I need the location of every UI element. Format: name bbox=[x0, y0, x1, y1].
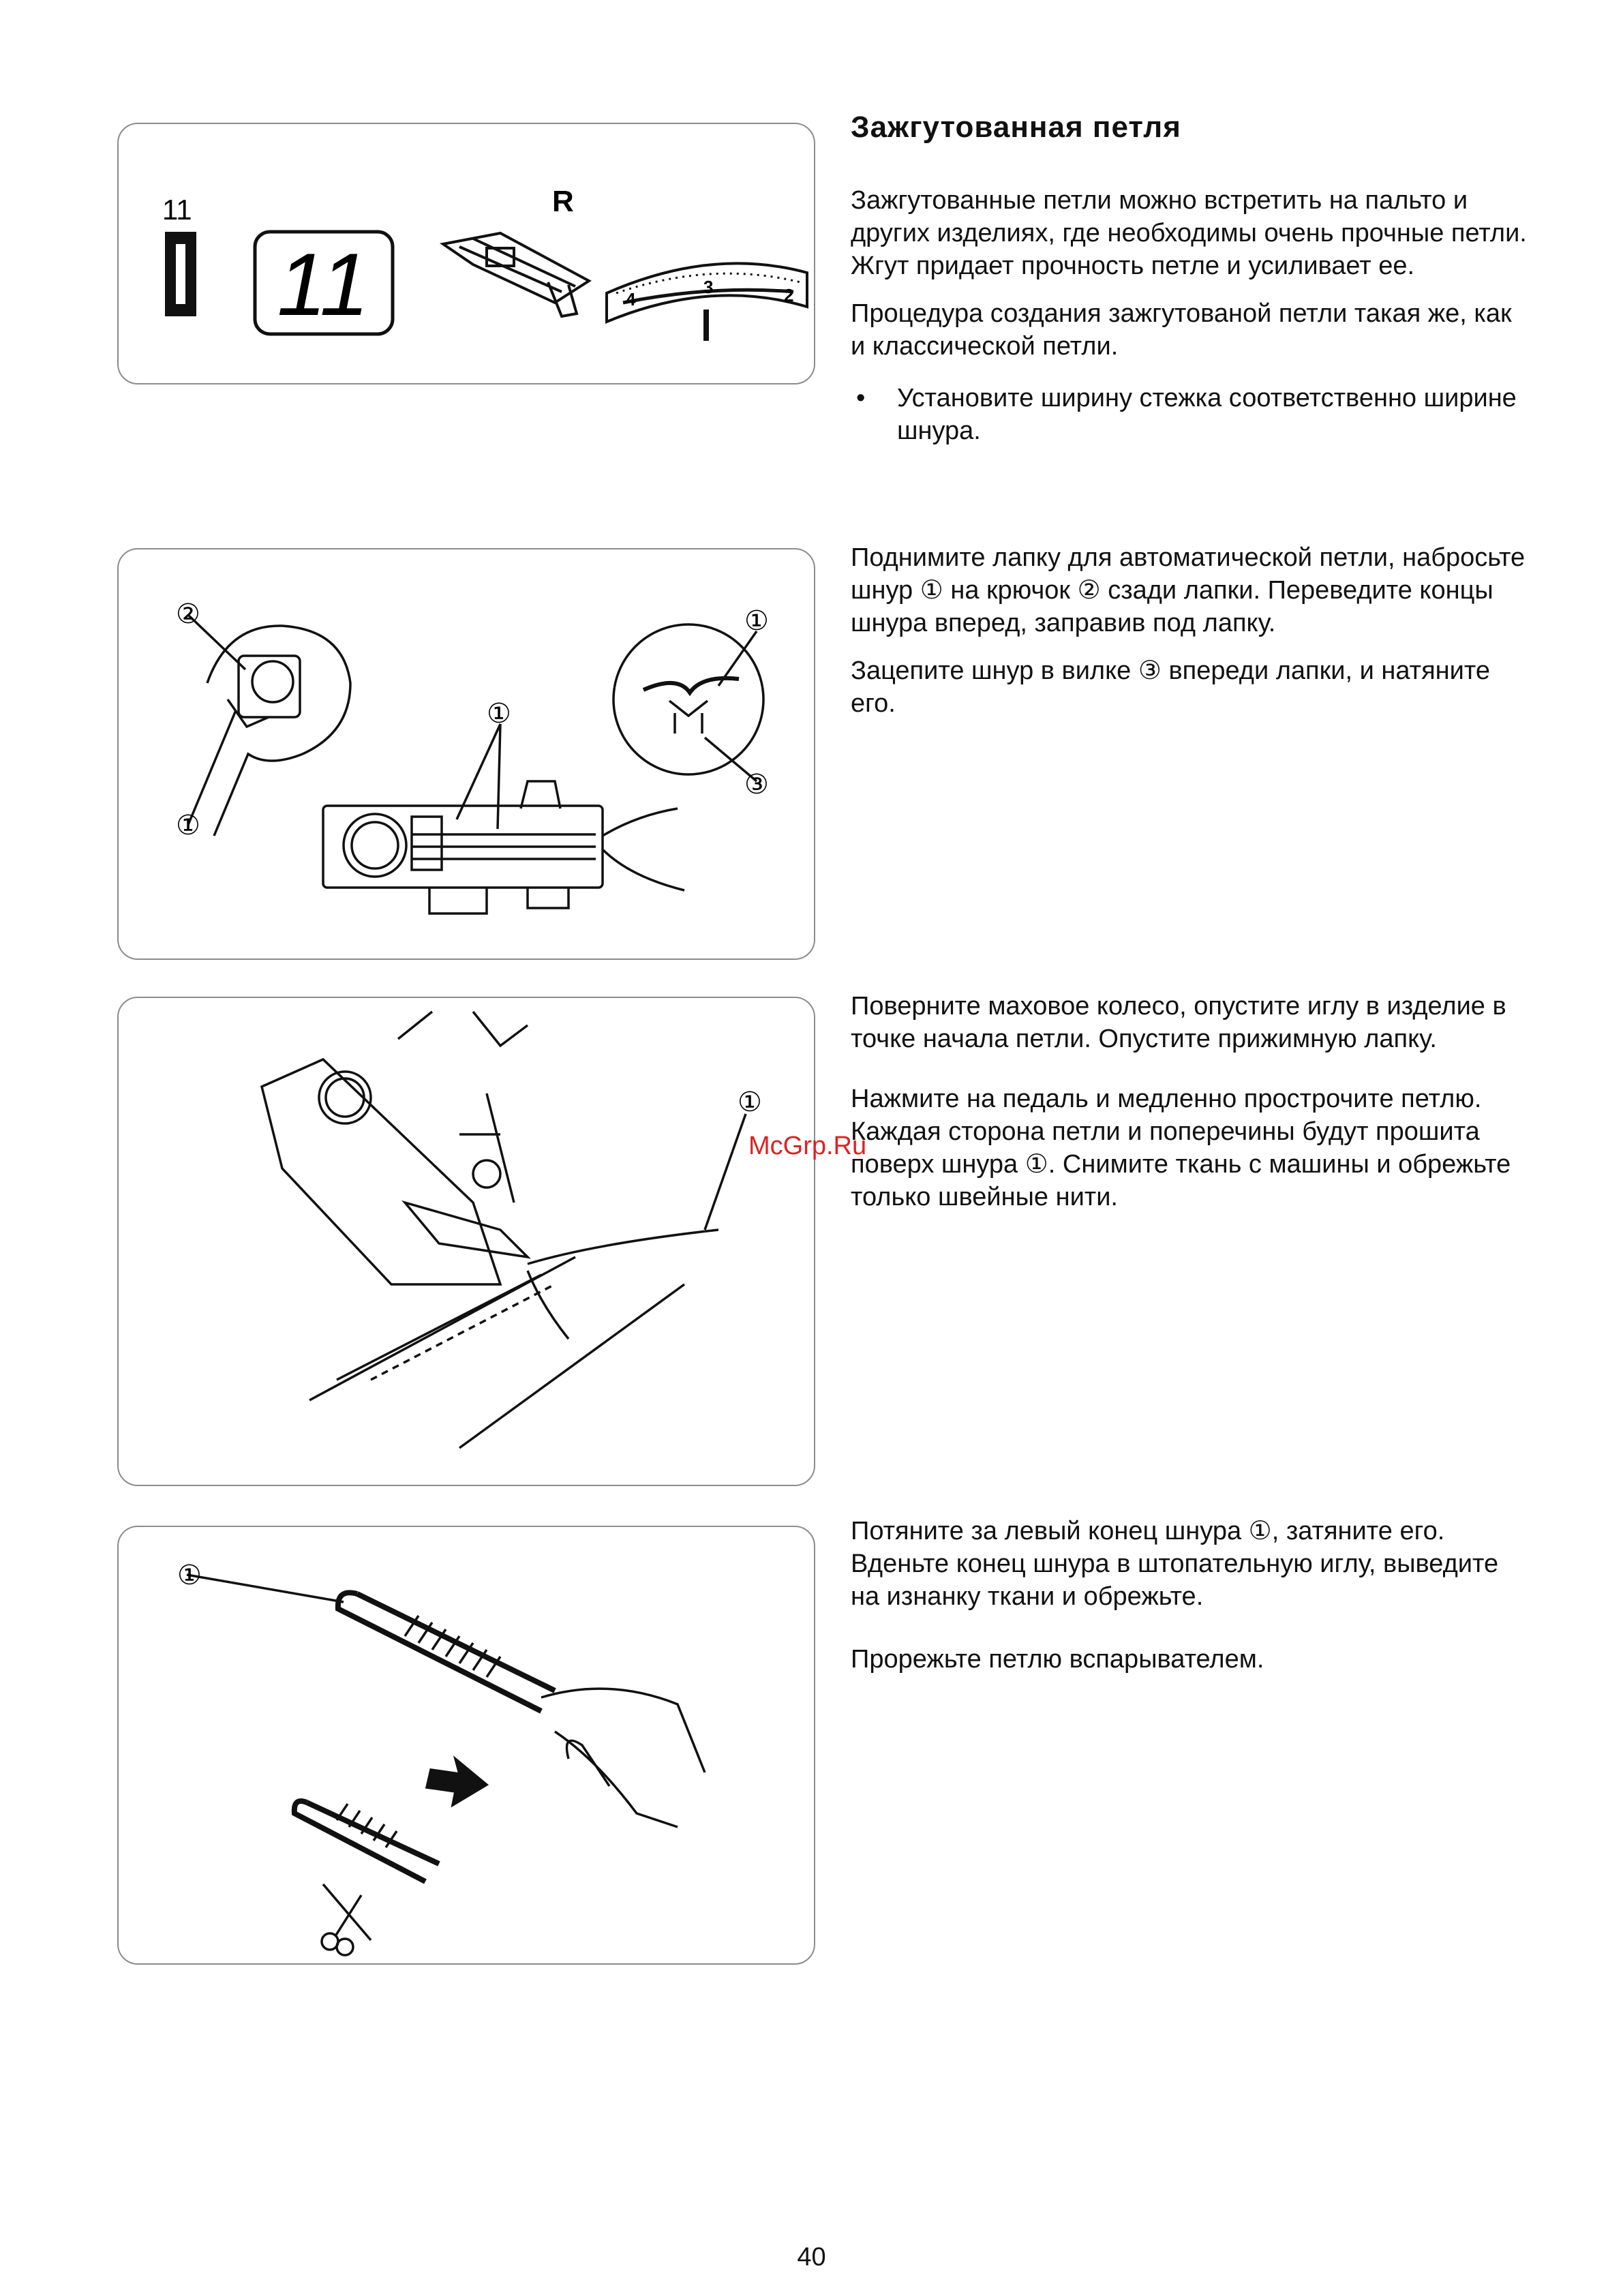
lcd-display-value: 11 bbox=[277, 235, 369, 334]
section-threading bbox=[851, 541, 1532, 735]
watermark: McGrp.Ru bbox=[748, 1132, 867, 1160]
callout-2: ② bbox=[176, 599, 200, 629]
panel-stitch-settings bbox=[117, 123, 815, 384]
foot-threading-illustration bbox=[119, 549, 815, 960]
threading-paragraph-1: Поднимите лапку для автоматической петли, набросьте шнур ① на крючок ② сзади лапки. Переведите концы шнура вперед, заправив под лапку. bbox=[851, 543, 1526, 637]
dial-mark-2: 2 bbox=[784, 285, 794, 305]
section-finish bbox=[851, 1515, 1532, 1691]
stitch-number-label: 11 bbox=[162, 194, 192, 226]
finish-paragraph-1: Потяните за левый конец шнура ①, затяните его. Вденьте конец шнура в штопательную иглу, выведите на изнанку ткани и обрежьте. bbox=[851, 1517, 1499, 1611]
section-intro bbox=[851, 184, 1532, 462]
callout-1-center: ① bbox=[487, 699, 511, 729]
intro-paragraph-1: Зажгутованные петли можно встретить на пальто и других изделиях, где необходимы очень прочные петли. Жгут придает прочность петле и усиливает ее. bbox=[851, 186, 1527, 280]
bullet-mark: • bbox=[856, 384, 866, 412]
panel-sewing bbox=[117, 997, 815, 1486]
dial-mark-4: 4 bbox=[626, 289, 636, 309]
dial-icon bbox=[607, 263, 807, 341]
intro-bullet bbox=[851, 382, 1532, 447]
bullet-text: Установите ширину стежка соответственно ширине шнура. bbox=[897, 384, 1517, 445]
page-title: Зажгутованная петля bbox=[851, 110, 1181, 144]
section-sewing bbox=[851, 990, 1532, 1228]
sewing-illustration bbox=[119, 998, 815, 1486]
pull-cord-illustration bbox=[119, 1527, 815, 1965]
panel-foot-threading bbox=[117, 548, 815, 960]
sewing-paragraph-1: Поверните маховое колесо, опустите иглу в изделие в точке начала петли. Опустите прижимную лапку. bbox=[851, 992, 1506, 1053]
sewing-paragraph-2: Нажмите на педаль и медленно прострочите петлю. Каждая сторона петли и поперечины будут прошита поверх шнура ①. Снимите ткань с машины и обрежьте только швейные нити. bbox=[851, 1085, 1511, 1211]
dial-mark-3: 3 bbox=[703, 277, 714, 297]
callout-3: ③ bbox=[744, 770, 769, 800]
threading-paragraph-2: Зацепите шнур в вилке ③ впереди лапки, и натяните его. bbox=[851, 656, 1490, 718]
stitch-settings-illustration bbox=[119, 124, 815, 384]
foot-letter: R bbox=[552, 185, 574, 218]
callout-1: ① bbox=[177, 1560, 202, 1590]
callout-1-right: ① bbox=[744, 606, 769, 636]
callout-1: ① bbox=[738, 1087, 762, 1117]
intro-paragraph-2: Процедура создания зажгутованой петли такая же, как и классической петли. bbox=[851, 299, 1512, 361]
page-number: 40 bbox=[797, 2243, 826, 2271]
panel-pull-cord bbox=[117, 1526, 815, 1965]
finish-paragraph-2: Прорежьте петлю вспарывателем. bbox=[851, 1645, 1264, 1674]
callout-1-left: ① bbox=[176, 811, 200, 841]
buttonhole-foot-icon bbox=[443, 233, 589, 316]
